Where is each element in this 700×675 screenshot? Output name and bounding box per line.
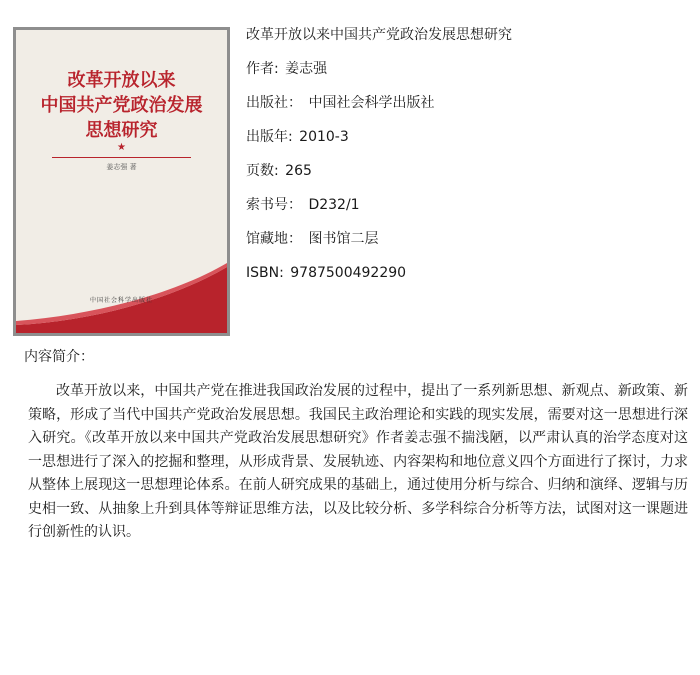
pubdate-label: 出版年: [246,129,293,145]
cover-author: 姜志强 著 [106,163,137,171]
cover-title-line: 思想研究 [85,120,158,141]
author-row [246,52,512,86]
summary-body: 改革开放以来，中国共产党在推进我国政治发展的过程中，提出了一系列新思想、新观点、新政策、新策略，形成了当代中国共产党政治发展思想。我国民主政治理论和实践的现实发展，需要对这一思想进行深入研究。《改革开放以来中国共产党政治发展思想研究》作者姜志强不揣浅陋，以严肃认真的治学态度对这一思想进行了深入的挖掘和整理，从形成背景、发展轨迹、内容架构和地位意义四个方面进行了探讨，力求从整体上展现这一思想理论体系。在前人研究成果的基础上，通过使用分析与综合、归纳和演绎、逻辑与历史相一致、从抽象上升到具体等辩证思维方法，以及比较分析、多学科综合分析等方法，试图对这一课题进行创新性的认识。 [28,383,688,540]
pages-value: 265 [285,163,312,179]
publisher-label: 出版社： [246,95,302,111]
location-label: 馆藏地： [246,231,302,247]
callno-value: D232/1 [308,197,360,213]
isbn-value: 9787500492290 [290,265,407,281]
author-value: 姜志强 [285,61,328,77]
callno-row [246,188,512,222]
cover-title [16,68,227,143]
isbn-label: ISBN: [246,265,284,281]
cover-title-line: 改革开放以来 [67,70,176,91]
pages-row [246,154,512,188]
callno-label: 索书号： [246,197,302,213]
pages-label: 页数: [246,163,279,179]
location-row [246,222,512,256]
book-cover [13,27,230,336]
publisher-value: 中国社会科学出版社 [308,95,435,111]
book-metadata [246,18,512,290]
book-title-text: 改革开放以来中国共产党政治发展思想研究 [246,27,512,43]
summary-heading: 内容简介： [24,349,94,365]
pubdate-value: 2010-3 [299,129,349,145]
cover-publisher: 中国社会科学出版社 [89,297,153,304]
location-value: 图书馆二层 [308,231,379,247]
pubdate-row [246,120,512,154]
star-icon: ★ [117,142,126,153]
book-title [246,18,512,52]
cover-title-line: 中国共产党政治发展 [40,95,203,116]
publisher-row [246,86,512,120]
cover-divider [52,157,191,158]
author-label: 作者: [246,61,279,77]
isbn-row [246,256,512,290]
